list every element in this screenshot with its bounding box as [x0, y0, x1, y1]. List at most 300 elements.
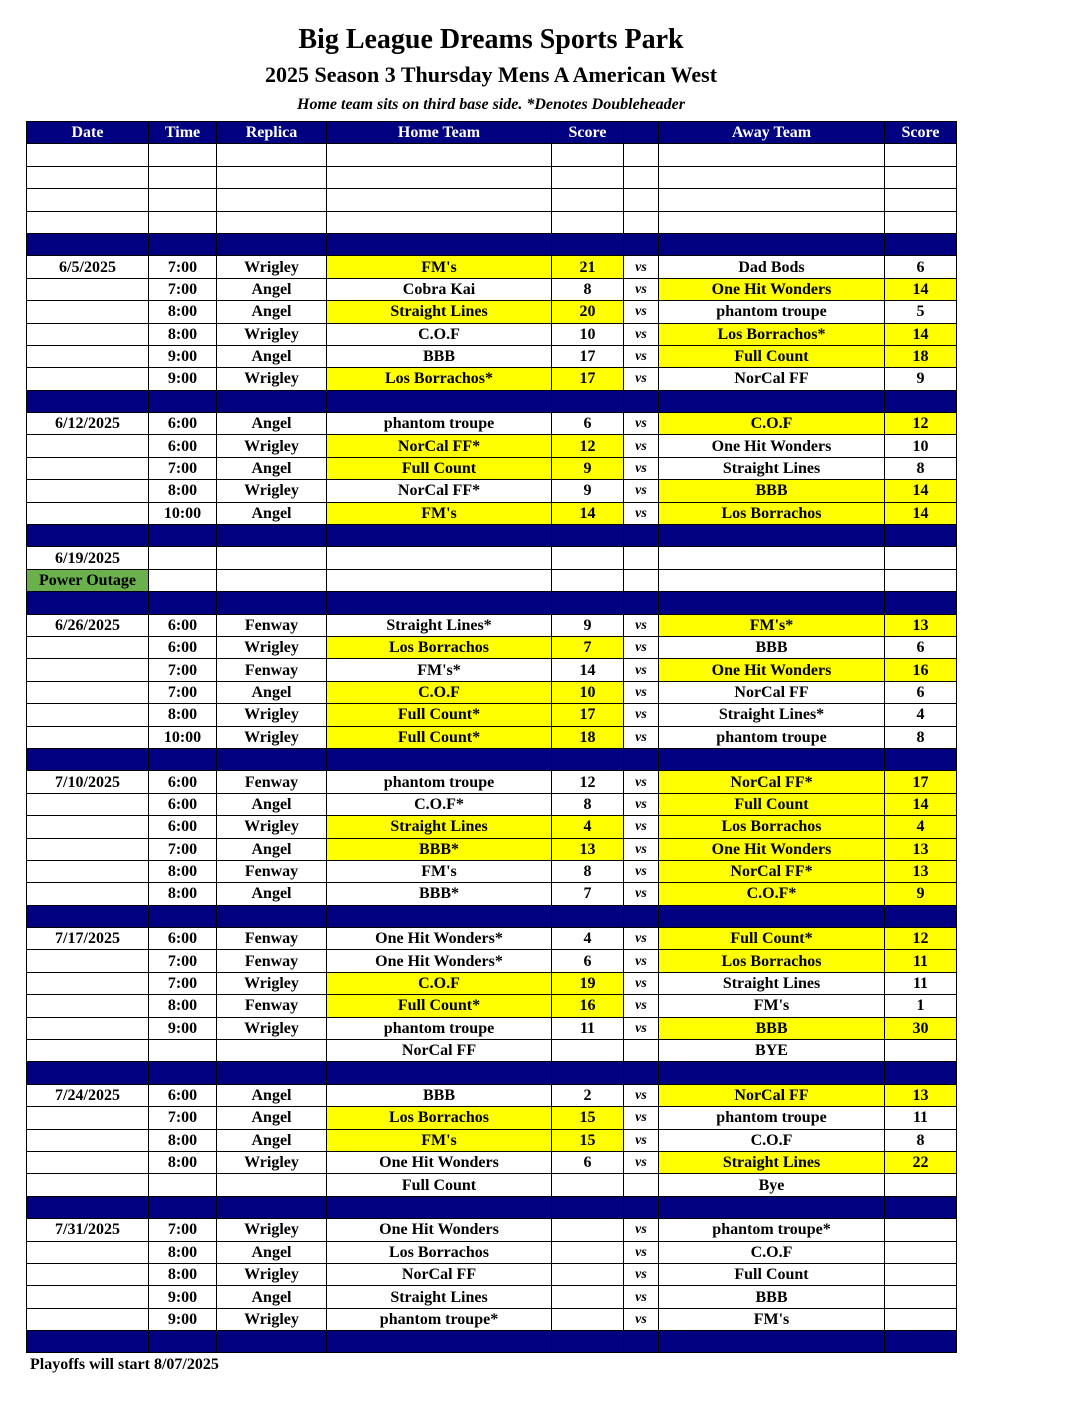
table-row	[27, 636, 957, 658]
home-team: One Hit Wonders	[327, 1219, 552, 1241]
home-score	[552, 748, 624, 770]
home-score: 6	[552, 1151, 624, 1173]
away-score	[885, 211, 957, 233]
game-field: Wrigley	[217, 1263, 327, 1285]
away-score	[885, 144, 957, 166]
away-team: NorCal FF*	[659, 860, 885, 882]
home-score	[552, 1174, 624, 1196]
game-time: 8:00	[149, 1263, 217, 1285]
home-team	[327, 166, 552, 188]
home-score	[552, 547, 624, 569]
game-date	[27, 1017, 149, 1039]
vs-label: vs	[624, 1129, 659, 1151]
vs-label	[624, 1062, 659, 1084]
game-time: 10:00	[149, 726, 217, 748]
game-time	[149, 1196, 217, 1218]
home-team: BBB*	[327, 838, 552, 860]
away-team: Los Borrachos*	[659, 323, 885, 345]
away-score: 22	[885, 1151, 957, 1173]
away-score: 10	[885, 435, 957, 457]
table-row	[27, 1017, 957, 1039]
game-date	[27, 525, 149, 547]
game-date	[27, 278, 149, 300]
game-time	[149, 525, 217, 547]
separator-row	[27, 1196, 957, 1218]
vs-label: vs	[624, 681, 659, 703]
home-score: 4	[552, 816, 624, 838]
game-field: Wrigley	[217, 1017, 327, 1039]
header-row	[27, 122, 957, 144]
game-time: 9:00	[149, 368, 217, 390]
game-field: Fenway	[217, 860, 327, 882]
away-score: 14	[885, 323, 957, 345]
away-score: 4	[885, 704, 957, 726]
table-row	[27, 1286, 957, 1308]
away-score	[885, 905, 957, 927]
home-team: FM's	[327, 502, 552, 524]
vs-label: vs	[624, 1241, 659, 1263]
away-team	[659, 569, 885, 591]
game-field: Wrigley	[217, 368, 327, 390]
game-date: 7/31/2025	[27, 1219, 149, 1241]
table-row	[27, 681, 957, 703]
away-team	[659, 1196, 885, 1218]
away-score: 1	[885, 995, 957, 1017]
home-score: 12	[552, 771, 624, 793]
game-date	[27, 1196, 149, 1218]
home-team	[327, 525, 552, 547]
home-team: Los Borrachos	[327, 1241, 552, 1263]
game-date: 6/19/2025	[27, 547, 149, 569]
away-team: phantom troupe*	[659, 1219, 885, 1241]
home-team: FM's	[327, 1129, 552, 1151]
away-score	[885, 1241, 957, 1263]
game-time: 7:00	[149, 1107, 217, 1129]
away-team: BBB	[659, 636, 885, 658]
home-score: 7	[552, 883, 624, 905]
game-time: 6:00	[149, 816, 217, 838]
away-team: FM's	[659, 1308, 885, 1330]
home-team: FM's*	[327, 659, 552, 681]
game-field	[217, 189, 327, 211]
game-time: 6:00	[149, 928, 217, 950]
game-date	[27, 480, 149, 502]
home-score: 10	[552, 323, 624, 345]
game-field: Angel	[217, 793, 327, 815]
away-team: Straight Lines	[659, 972, 885, 994]
game-date	[27, 659, 149, 681]
game-date	[27, 704, 149, 726]
vs-label: vs	[624, 928, 659, 950]
game-time: 9:00	[149, 1286, 217, 1308]
home-score	[552, 569, 624, 591]
home-team: Los Borrachos	[327, 636, 552, 658]
away-score: 11	[885, 1107, 957, 1129]
schedule-note: Home team sits on third base side. *Denotes Doubleheader	[297, 96, 685, 113]
home-score: 14	[552, 659, 624, 681]
game-date	[27, 144, 149, 166]
game-time	[149, 1331, 217, 1353]
away-team	[659, 233, 885, 255]
separator-row	[27, 748, 957, 770]
table-row	[27, 1308, 957, 1330]
away-score: 4	[885, 816, 957, 838]
away-team	[659, 905, 885, 927]
game-time	[149, 166, 217, 188]
game-date	[27, 323, 149, 345]
vs-label: vs	[624, 256, 659, 278]
home-score: 13	[552, 838, 624, 860]
vs-label	[624, 166, 659, 188]
away-score	[885, 1196, 957, 1218]
col-time: Time	[149, 122, 217, 144]
home-team: One Hit Wonders*	[327, 928, 552, 950]
home-team: phantom troupe	[327, 771, 552, 793]
home-team: Los Borrachos	[327, 1107, 552, 1129]
game-date	[27, 233, 149, 255]
home-team	[327, 569, 552, 591]
vs-label	[624, 144, 659, 166]
playoffs-note: Playoffs will start 8/07/2025	[30, 1356, 219, 1373]
away-score: 17	[885, 771, 957, 793]
home-team: C.O.F	[327, 681, 552, 703]
col-vs	[624, 122, 659, 144]
home-team: C.O.F	[327, 323, 552, 345]
away-score: 9	[885, 368, 957, 390]
table-row	[27, 793, 957, 815]
game-field	[217, 592, 327, 614]
home-team: C.O.F	[327, 972, 552, 994]
separator-row	[27, 233, 957, 255]
vs-label: vs	[624, 793, 659, 815]
away-team: One Hit Wonders	[659, 435, 885, 457]
table-row	[27, 1040, 957, 1062]
game-date	[27, 166, 149, 188]
game-field	[217, 905, 327, 927]
col-away-team: Away Team	[659, 122, 885, 144]
away-team	[659, 748, 885, 770]
home-score: 15	[552, 1129, 624, 1151]
vs-label: vs	[624, 323, 659, 345]
home-team: Full Count	[327, 1174, 552, 1196]
table-row	[27, 928, 957, 950]
home-score: 8	[552, 278, 624, 300]
table-row	[27, 502, 957, 524]
away-score	[885, 525, 957, 547]
game-time	[149, 189, 217, 211]
vs-label	[624, 547, 659, 569]
away-team: Full Count	[659, 793, 885, 815]
away-team: BBB	[659, 1286, 885, 1308]
away-team: Straight Lines*	[659, 704, 885, 726]
game-time	[149, 905, 217, 927]
away-team: Straight Lines	[659, 1151, 885, 1173]
away-score: 14	[885, 793, 957, 815]
blank-row	[27, 211, 957, 233]
home-team: BBB	[327, 345, 552, 367]
home-score	[552, 1241, 624, 1263]
vs-label	[624, 390, 659, 412]
game-time: 9:00	[149, 1308, 217, 1330]
home-score: 8	[552, 793, 624, 815]
away-score: 9	[885, 883, 957, 905]
home-team: FM's	[327, 860, 552, 882]
game-date	[27, 1062, 149, 1084]
game-field: Angel	[217, 1129, 327, 1151]
game-time: 7:00	[149, 1219, 217, 1241]
game-time: 9:00	[149, 1017, 217, 1039]
game-date: 7/24/2025	[27, 1084, 149, 1106]
home-team: phantom troupe	[327, 413, 552, 435]
game-date	[27, 838, 149, 860]
game-time: 8:00	[149, 1151, 217, 1173]
home-team	[327, 905, 552, 927]
away-team: C.O.F	[659, 1129, 885, 1151]
home-score	[552, 1308, 624, 1330]
vs-label: vs	[624, 345, 659, 367]
home-team: BBB*	[327, 883, 552, 905]
home-team: Straight Lines*	[327, 614, 552, 636]
home-team: Los Borrachos*	[327, 368, 552, 390]
table-row	[27, 1107, 957, 1129]
away-team: C.O.F	[659, 413, 885, 435]
game-field	[217, 569, 327, 591]
game-field	[217, 144, 327, 166]
game-date	[27, 636, 149, 658]
game-date	[27, 1174, 149, 1196]
separator-row	[27, 905, 957, 927]
game-date	[27, 860, 149, 882]
vs-label: vs	[624, 1084, 659, 1106]
away-team: Straight Lines	[659, 457, 885, 479]
home-team	[327, 189, 552, 211]
game-time: 6:00	[149, 435, 217, 457]
away-score: 13	[885, 614, 957, 636]
game-field: Angel	[217, 883, 327, 905]
home-team: FM's	[327, 256, 552, 278]
vs-label: vs	[624, 1263, 659, 1285]
game-field	[217, 748, 327, 770]
game-time: 8:00	[149, 301, 217, 323]
home-score	[552, 211, 624, 233]
vs-label: vs	[624, 457, 659, 479]
away-team: FM's	[659, 995, 885, 1017]
home-score: 6	[552, 413, 624, 435]
away-score: 14	[885, 278, 957, 300]
table-row	[27, 1263, 957, 1285]
away-team: C.O.F	[659, 1241, 885, 1263]
game-date: 7/10/2025	[27, 771, 149, 793]
game-field: Angel	[217, 301, 327, 323]
home-score: 20	[552, 301, 624, 323]
game-time: 10:00	[149, 502, 217, 524]
away-score: 30	[885, 1017, 957, 1039]
home-team: BBB	[327, 1084, 552, 1106]
away-score: 5	[885, 301, 957, 323]
game-field: Wrigley	[217, 480, 327, 502]
away-team: FM's*	[659, 614, 885, 636]
game-date	[27, 592, 149, 614]
vs-label	[624, 905, 659, 927]
game-time: 8:00	[149, 323, 217, 345]
game-time: 6:00	[149, 1084, 217, 1106]
away-team: Bye	[659, 1174, 885, 1196]
home-team: phantom troupe	[327, 1017, 552, 1039]
home-team	[327, 390, 552, 412]
home-score	[552, 1219, 624, 1241]
game-field: Wrigley	[217, 816, 327, 838]
table-row	[27, 1129, 957, 1151]
home-team	[327, 233, 552, 255]
home-team: NorCal FF	[327, 1040, 552, 1062]
home-score: 7	[552, 636, 624, 658]
away-score	[885, 592, 957, 614]
away-team: NorCal FF	[659, 1084, 885, 1106]
game-time: 6:00	[149, 614, 217, 636]
game-time: 8:00	[149, 860, 217, 882]
home-team: Full Count	[327, 457, 552, 479]
col-home-score: Score	[552, 122, 624, 144]
game-field: Fenway	[217, 950, 327, 972]
away-score: 18	[885, 345, 957, 367]
home-team: phantom troupe*	[327, 1308, 552, 1330]
game-time: 6:00	[149, 413, 217, 435]
home-score: 18	[552, 726, 624, 748]
home-score	[552, 525, 624, 547]
away-team: Los Borrachos	[659, 502, 885, 524]
away-team	[659, 144, 885, 166]
away-score	[885, 1308, 957, 1330]
game-date	[27, 345, 149, 367]
away-team: NorCal FF	[659, 681, 885, 703]
table-row	[27, 569, 957, 591]
home-score: 12	[552, 435, 624, 457]
away-score	[885, 1174, 957, 1196]
table-row	[27, 1174, 957, 1196]
vs-label: vs	[624, 614, 659, 636]
away-score	[885, 547, 957, 569]
table-row	[27, 726, 957, 748]
home-score: 9	[552, 480, 624, 502]
game-time: 7:00	[149, 838, 217, 860]
game-time	[149, 1040, 217, 1062]
away-score: 6	[885, 256, 957, 278]
table-row	[27, 435, 957, 457]
away-score: 13	[885, 838, 957, 860]
game-time: 8:00	[149, 1241, 217, 1263]
home-team: Full Count*	[327, 995, 552, 1017]
home-team	[327, 1331, 552, 1353]
vs-label: vs	[624, 278, 659, 300]
game-field: Wrigley	[217, 972, 327, 994]
schedule-body	[27, 144, 957, 1353]
game-field: Fenway	[217, 995, 327, 1017]
table-row	[27, 1151, 957, 1173]
game-field: Angel	[217, 681, 327, 703]
game-field: Angel	[217, 413, 327, 435]
game-field	[217, 1040, 327, 1062]
vs-label: vs	[624, 704, 659, 726]
away-score	[885, 390, 957, 412]
vs-label	[624, 189, 659, 211]
away-score: 8	[885, 457, 957, 479]
table-row	[27, 345, 957, 367]
home-team	[327, 1196, 552, 1218]
game-field: Wrigley	[217, 1308, 327, 1330]
table-row	[27, 413, 957, 435]
away-team: phantom troupe	[659, 301, 885, 323]
game-time	[149, 547, 217, 569]
game-field	[217, 1331, 327, 1353]
blank-row	[27, 189, 957, 211]
home-score: 19	[552, 972, 624, 994]
table-row	[27, 838, 957, 860]
home-score	[552, 390, 624, 412]
game-date	[27, 681, 149, 703]
vs-label: vs	[624, 1151, 659, 1173]
home-score: 8	[552, 860, 624, 882]
home-score: 15	[552, 1107, 624, 1129]
game-field	[217, 1196, 327, 1218]
away-team	[659, 592, 885, 614]
home-score: 17	[552, 345, 624, 367]
game-field: Wrigley	[217, 435, 327, 457]
game-date	[27, 1263, 149, 1285]
game-date	[27, 972, 149, 994]
game-date	[27, 301, 149, 323]
away-score	[885, 1263, 957, 1285]
away-team: BYE	[659, 1040, 885, 1062]
home-score	[552, 905, 624, 927]
game-date	[27, 726, 149, 748]
vs-label: vs	[624, 860, 659, 882]
home-score	[552, 144, 624, 166]
game-field: Wrigley	[217, 1219, 327, 1241]
game-time: 8:00	[149, 704, 217, 726]
home-team: Straight Lines	[327, 301, 552, 323]
game-date	[27, 390, 149, 412]
table-row	[27, 771, 957, 793]
game-field	[217, 547, 327, 569]
vs-label	[624, 1174, 659, 1196]
away-team	[659, 1331, 885, 1353]
game-field: Angel	[217, 1107, 327, 1129]
vs-label: vs	[624, 636, 659, 658]
table-row	[27, 883, 957, 905]
away-score: 6	[885, 636, 957, 658]
away-score	[885, 1219, 957, 1241]
game-field	[217, 1062, 327, 1084]
away-team: Full Count	[659, 345, 885, 367]
away-team: C.O.F*	[659, 883, 885, 905]
separator-row	[27, 1062, 957, 1084]
vs-label	[624, 525, 659, 547]
game-time	[149, 211, 217, 233]
col-away-score: Score	[885, 122, 957, 144]
vs-label	[624, 1040, 659, 1062]
table-row	[27, 457, 957, 479]
home-team: NorCal FF*	[327, 435, 552, 457]
table-row	[27, 301, 957, 323]
schedule-table	[26, 121, 957, 1353]
table-row	[27, 480, 957, 502]
home-team	[327, 1062, 552, 1084]
table-row	[27, 659, 957, 681]
vs-label: vs	[624, 726, 659, 748]
away-team: phantom troupe	[659, 726, 885, 748]
game-field: Wrigley	[217, 636, 327, 658]
game-date	[27, 1308, 149, 1330]
